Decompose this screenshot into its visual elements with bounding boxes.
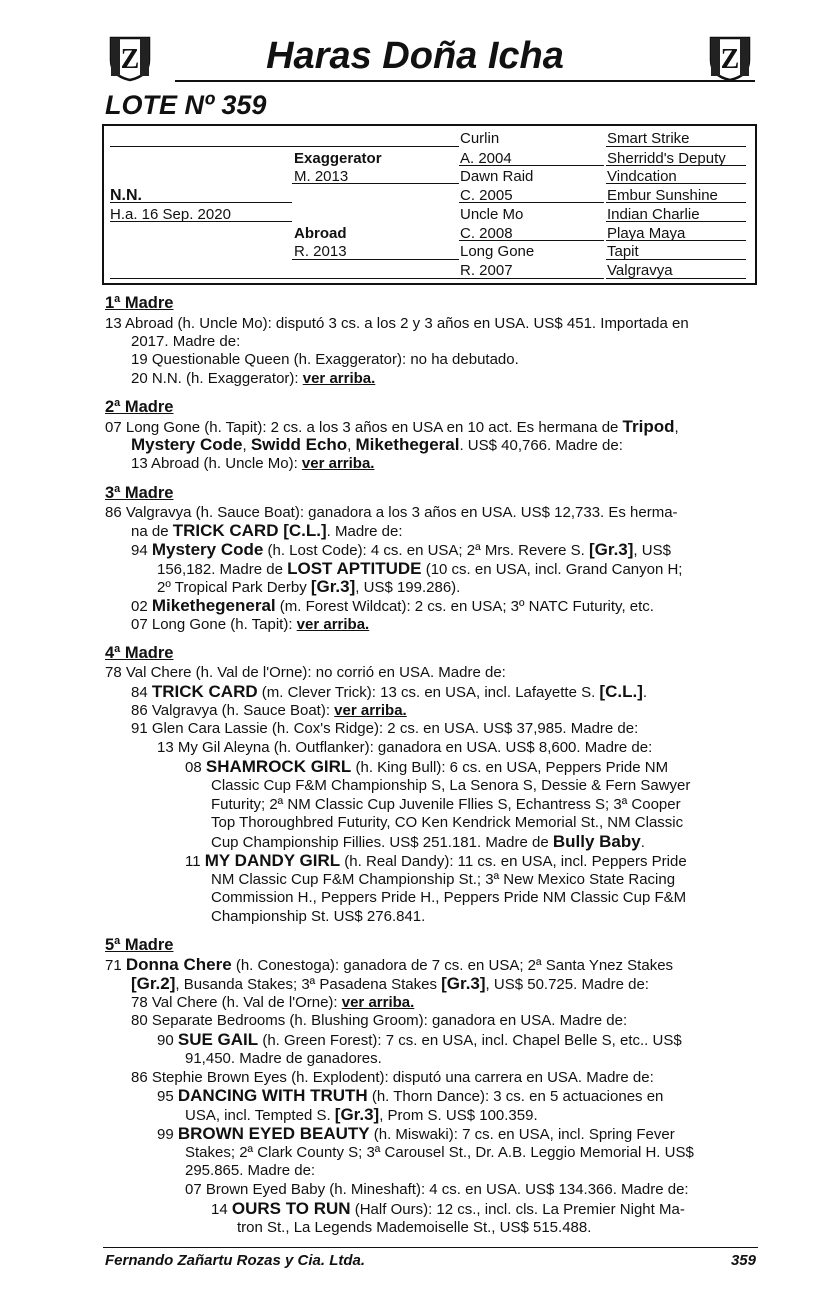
entry-text: (m. Forest Wildcat): 2 cs. en USA; 3º NATC Futurity, etc.: [275, 598, 654, 615]
first-dam-line: 13 Abroad (h. Uncle Mo): disputó 3 cs. a los 2 y 3 años en USA. US$ 451. Importada en: [105, 315, 689, 332]
horse-name: LOST APTITUDE: [287, 559, 422, 578]
fourth-dam-line: Top Thoroughbred Futurity, CO Ken Kendrick Memorial St., NM Classic: [211, 814, 684, 831]
entry-text: (h. King Bull): 6 cs. en USA, Peppers Pride NM: [351, 759, 669, 776]
entry-text: . US$ 40,766. Madre de:: [459, 437, 623, 454]
entry-text: 78 Val Chere (h. Val de l'Orne):: [131, 994, 342, 1011]
entry-text: (h. Thorn Dance): 3 cs. en 5 actuaciones en: [367, 1088, 664, 1105]
grandparent-description: C. 2008: [460, 225, 513, 242]
fourth-dam-line: Futurity; 2ª NM Classic Cup Juvenile Fllies S, Echantress S; 3ª Cooper: [211, 796, 681, 813]
fourth-dam-line: [211, 833, 645, 852]
farm-logo-left: [107, 34, 153, 82]
sire-description: M. 2013: [294, 168, 349, 185]
horse-name: Mikethegeneral: [151, 596, 276, 615]
fourth-dam-line: Classic Cup F&M Championship S, La Senora S, Dessie & Fern Sawyer: [211, 777, 691, 794]
entry-text: 11: [185, 853, 205, 870]
subject-description: H.a. 16 Sep. 2020: [110, 206, 231, 223]
third-dam-line: [131, 541, 671, 560]
fourth-dam-line: 78 Val Chere (h. Val de l'Orne): no corrió en USA. Madre de:: [105, 664, 506, 681]
pedigree-line: [110, 278, 459, 279]
entry-text: 71: [105, 957, 126, 974]
entry-text: 20 N.N. (h. Exaggerator):: [131, 370, 303, 387]
pedigree-table: [102, 124, 757, 285]
fourth-dam-line: 91 Glen Cara Lassie (h. Cox's Ridge): 2 cs. en USA. US$ 37,985. Madre de:: [131, 720, 639, 737]
fifth-dam-line: 91,450. Madre de ganadores.: [185, 1050, 382, 1067]
fourth-dam-line: Championship St. US$ 276.841.: [211, 908, 426, 925]
entry-text: , US$ 199.286).: [355, 579, 461, 596]
fifth-dam-line: [185, 1106, 538, 1125]
entry-text: 14: [211, 1201, 232, 1218]
entry-text: ,: [674, 419, 679, 436]
third-dam-line: [131, 522, 403, 541]
horse-name: Donna Chere: [125, 955, 232, 974]
see-above-reference: ver arriba.: [334, 702, 407, 719]
entry-text: 156,182. Madre de: [157, 561, 288, 578]
race-grade: [Gr.3]: [310, 577, 356, 596]
grandparent-name: Curlin: [460, 130, 500, 147]
horse-name: Mystery Code: [131, 435, 243, 454]
second-dam-line: [131, 455, 374, 473]
entry-text: ,: [347, 437, 356, 454]
entry-text: 02: [131, 598, 152, 615]
entry-text: 07 Long Gone (h. Tapit):: [131, 616, 297, 633]
entry-text: , Prom S. US$ 100.359.: [379, 1107, 538, 1124]
fourth-dam-line: Commission H., Peppers Pride H., Peppers Pride NM Classic Cup F&M: [211, 889, 687, 906]
entry-text: 99: [157, 1126, 178, 1143]
fifth-dam-line: [131, 994, 414, 1012]
entry-text: 08: [185, 759, 206, 776]
fifth-dam-line: 295.865. Madre de:: [185, 1162, 316, 1179]
first-dam-line: [131, 370, 375, 388]
entry-text: (Half Ours): 12 cs., incl. cls. La Premier Night Ma-: [350, 1201, 685, 1218]
race-grade: [Gr.3]: [441, 974, 486, 993]
horse-name: OURS TO RUN: [231, 1199, 351, 1218]
first-dam-heading: 1ª Madre: [105, 294, 174, 312]
horse-name: Mikethegeral: [355, 435, 460, 454]
fifth-dam-line: Stakes; 2ª Clark County S; 3ª Carousel St., Dr. A.B. Leggio Memorial H. US$: [185, 1144, 694, 1161]
entry-text: (h. Miswaki): 7 cs. en USA, incl. Spring Fever: [369, 1126, 675, 1143]
entry-text: 2º Tropical Park Derby: [157, 579, 311, 596]
entry-text: (h. Lost Code): 4 cs. en USA; 2ª Mrs. Revere S.: [263, 542, 590, 559]
first-dam-line: 19 Questionable Queen (h. Exaggerator): no ha debutado.: [131, 351, 519, 368]
entry-text: ,: [242, 437, 251, 454]
third-dam-heading: 3ª Madre: [105, 484, 174, 502]
fourth-dam-line: [185, 852, 687, 871]
entry-text: 07 Long Gone (h. Tapit): 2 cs. a los 3 años en USA en 10 act. Es hermana de: [105, 419, 623, 436]
entry-text: 86 Valgravya (h. Sauce Boat):: [131, 702, 335, 719]
fifth-dam-line: [105, 956, 673, 975]
great-grandparent-name: Embur Sunshine: [607, 187, 718, 204]
pedigree-line: [110, 146, 459, 147]
entry-text: . Madre de:: [326, 523, 403, 540]
entry-text: Cup Championship Fillies. US$ 251.181. Madre de: [211, 834, 553, 851]
third-dam-line: 86 Valgravya (h. Sauce Boat): ganadora a los 3 años en USA. US$ 12,733. Es herma-: [105, 504, 678, 521]
subject-name: N.N.: [110, 187, 142, 204]
see-above-reference: ver arriba.: [302, 370, 376, 387]
page-number: 359: [730, 1252, 756, 1269]
horse-name: SHAMROCK GIRL: [205, 757, 352, 776]
horse-name: Mystery Code: [151, 540, 264, 559]
entry-text: 90: [157, 1032, 178, 1049]
fourth-dam-line: NM Classic Cup F&M Championship St.; 3ª New Mexico State Racing: [211, 871, 676, 888]
entry-text: (h. Real Dandy): 11 cs. en USA, incl. Peppers Pride: [340, 853, 687, 870]
horse-name: Swidd Echo: [250, 435, 348, 454]
lot-number: LOTE Nº 359: [105, 90, 267, 120]
fifth-dam-line: [131, 975, 649, 994]
entry-text: 84: [131, 684, 152, 701]
third-dam-line: [157, 560, 682, 579]
grandparent-name: Long Gone: [460, 243, 535, 260]
race-grade: [C.L.]: [599, 682, 643, 701]
horse-name: TRICK CARD [C.L.]: [172, 521, 327, 540]
second-dam-line: [131, 436, 623, 455]
horse-name: SUE GAIL: [177, 1030, 259, 1049]
great-grandparent-name: Vindcation: [607, 168, 677, 185]
horse-name: MY DANDY GIRL: [204, 851, 341, 870]
entry-text: (h. Green Forest): 7 cs. en USA, incl. Chapel Belle S, etc.. US$: [258, 1032, 682, 1049]
entry-text: .: [642, 684, 648, 701]
entry-text: na de: [131, 523, 173, 540]
entry-text: (h. Conestoga): ganadora de 7 cs. en USA; 2ª Santa Ynez Stakes: [231, 957, 674, 974]
fourth-dam-line: [185, 758, 668, 777]
see-above-reference: ver arriba.: [341, 994, 415, 1011]
fifth-dam-line: [157, 1031, 682, 1050]
great-grandparent-name: Playa Maya: [607, 225, 686, 242]
see-above-reference: ver arriba.: [296, 616, 370, 633]
horse-name: Bully Baby: [552, 832, 641, 851]
grandparent-name: Uncle Mo: [460, 206, 524, 223]
fourth-dam-heading: 4ª Madre: [105, 644, 174, 662]
fifth-dam-line: 86 Stephie Brown Eyes (h. Explodent): disputó una carrera en USA. Madre de:: [131, 1069, 654, 1086]
great-grandparent-name: Smart Strike: [607, 130, 690, 147]
entry-text: , US$ 50.725. Madre de:: [485, 976, 649, 993]
horse-name: Tripod: [622, 417, 675, 436]
great-grandparent-name: Sherridd's Deputy: [607, 150, 726, 167]
fifth-dam-line: 07 Brown Eyed Baby (h. Mineshaft): 4 cs. en USA. US$ 134.366. Madre de:: [185, 1181, 689, 1198]
fourth-dam-line: [131, 683, 647, 702]
third-dam-line: [131, 597, 654, 616]
entry-text: , US$: [633, 542, 671, 559]
race-grade: [Gr.3]: [589, 540, 634, 559]
grandparent-description: R. 2007: [460, 262, 513, 279]
entry-text: .: [640, 834, 645, 851]
svg-text:Z: Z: [720, 44, 740, 75]
title-rule: [175, 80, 755, 82]
sire-name: Exaggerator: [294, 150, 382, 167]
fifth-dam-line: [157, 1087, 663, 1106]
entry-text: 13 Abroad (h. Uncle Mo):: [131, 455, 302, 472]
horse-name: TRICK CARD: [151, 682, 258, 701]
fourth-dam-line: [131, 702, 407, 720]
third-dam-line: [131, 616, 369, 634]
entry-text: (10 cs. en USA, incl. Grand Canyon H;: [421, 561, 683, 578]
race-grade: [Gr.2]: [131, 974, 176, 993]
dam-description: R. 2013: [294, 243, 347, 260]
grandparent-name: Dawn Raid: [460, 168, 534, 185]
footer-company: Fernando Zañartu Rozas y Cia. Ltda.: [105, 1252, 366, 1269]
first-dam-line: 2017. Madre de:: [131, 333, 241, 350]
fifth-dam-heading: 5ª Madre: [105, 936, 174, 954]
footer-rule: [103, 1247, 758, 1248]
great-grandparent-name: Indian Charlie: [607, 206, 700, 223]
fifth-dam-line: 80 Separate Bedrooms (h. Blushing Groom): ganadora en USA. Madre de:: [131, 1012, 628, 1029]
entry-text: 94: [131, 542, 152, 559]
entry-text: 95: [157, 1088, 178, 1105]
fifth-dam-line: [157, 1125, 675, 1144]
grandparent-description: A. 2004: [460, 150, 512, 167]
second-dam-heading: 2ª Madre: [105, 398, 174, 416]
dam-name: Abroad: [294, 225, 347, 242]
fourth-dam-line: 13 My Gil Aleyna (h. Outflanker): ganadora en USA. US$ 8,600. Madre de:: [157, 739, 653, 756]
entry-text: (m. Clever Trick): 13 cs. en USA, incl. Lafayette S.: [257, 684, 600, 701]
entry-text: , Busanda Stakes; 3ª Pasadena Stakes: [175, 976, 442, 993]
horse-name: BROWN EYED BEAUTY: [177, 1124, 370, 1143]
see-above-reference: ver arriba.: [301, 455, 375, 472]
svg-text:Z: Z: [120, 44, 140, 75]
third-dam-line: [157, 578, 460, 597]
grandparent-description: C. 2005: [460, 187, 513, 204]
great-grandparent-name: Tapit: [607, 243, 639, 260]
race-grade: [Gr.3]: [334, 1105, 380, 1124]
horse-name: DANCING WITH TRUTH: [177, 1086, 368, 1105]
farm-title: Haras Doña Icha: [266, 35, 564, 77]
great-grandparent-name: Valgravya: [607, 262, 673, 279]
farm-logo-right: [707, 34, 753, 82]
entry-text: USA, incl. Tempted S.: [185, 1107, 335, 1124]
fifth-dam-line: [211, 1200, 685, 1219]
fifth-dam-line: tron St., La Legends Mademoiselle St., US$ 515.488.: [237, 1219, 592, 1236]
